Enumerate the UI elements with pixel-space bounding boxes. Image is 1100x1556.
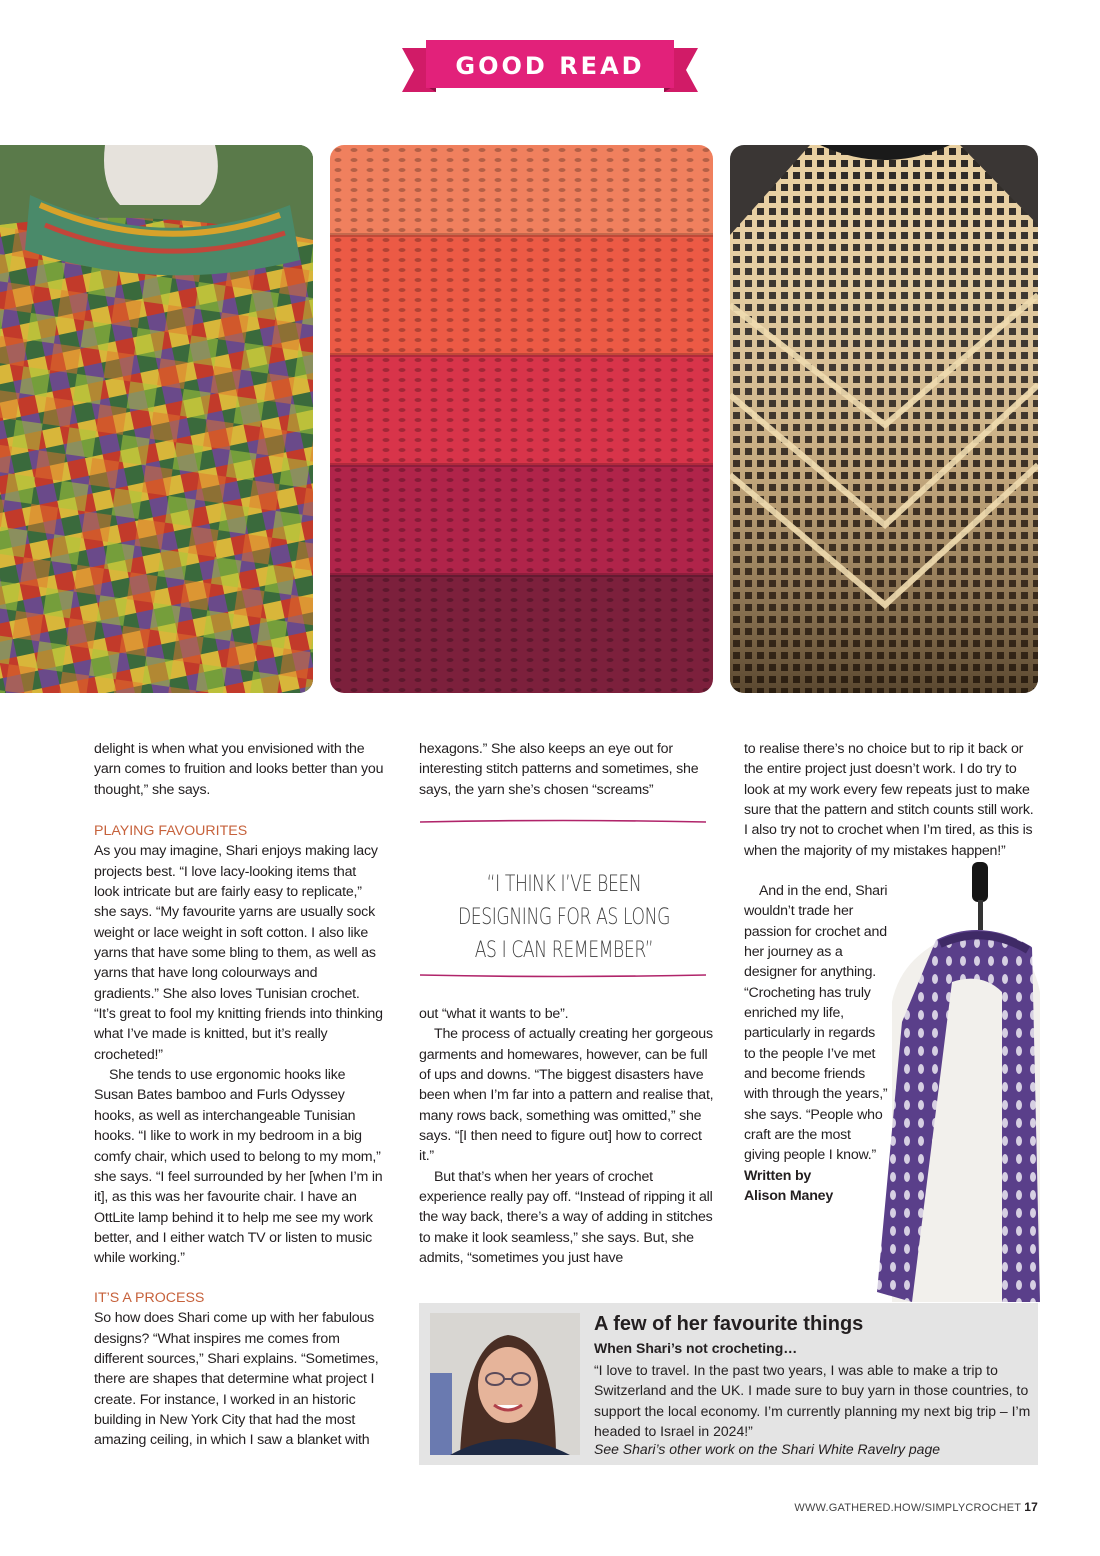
section-title: GOOD READ xyxy=(455,52,645,80)
byline-label: Written by xyxy=(744,1167,812,1184)
good-read-banner xyxy=(402,40,698,100)
paragraph: But that’s when her years of crochet experience really pay off. “Instead of ripping it all the way back, there’s a way of adding in stitches to make it look seamless,” she says. But, she admits, “sometimes you just have xyxy=(419,1168,713,1267)
subheading: PLAYING FAVOURITES xyxy=(94,823,248,839)
pull-quote-bottom-rule xyxy=(420,971,706,979)
byline-author: Alison Maney xyxy=(744,1188,834,1205)
subheading: IT’S A PROCESS xyxy=(94,1290,205,1306)
paragraph: to realise there’s no choice but to rip it back or the entire project just doesn’t work. I do try to look at my work every few repeats just to make sure that the pattern and stitch counts still work. I also try not to crochet when I’m tired, as this is when the majority of my mistakes happen!” xyxy=(744,741,1034,859)
entrelac-sweater-photo xyxy=(0,145,313,693)
pull-quote-top-rule xyxy=(420,818,706,826)
paragraph: delight is when what you envisioned with the yarn comes to fruition and looks better than you thought,” she says. xyxy=(94,741,384,798)
column-1-intro xyxy=(94,739,384,800)
section-playing-favourites xyxy=(94,821,384,1269)
page-footer xyxy=(794,1500,1038,1514)
section-its-a-process xyxy=(94,1288,384,1451)
column-2-top xyxy=(419,739,714,800)
paragraph: As you may imagine, Shari enjoys making lacy projects best. “I love lacy-looking items that look intricate but are fairly easy to replicate,” she says. “My favourite yarns are usually sock weight or lace weight in soft cotton. I also like yarns that have some bling to them, as well as yarns that have long colourways and gradients.” She also loves Tunisian crochet. “It’s great to fool my knitting friends into thinking what I’ve made is knitted, but it’s really crocheted!” xyxy=(94,843,383,1063)
purple-scarf-photo xyxy=(872,862,1040,1302)
footer-url: WWW.GATHERED.HOW/SIMPLYCROCHET xyxy=(794,1502,1021,1514)
column-3-top xyxy=(744,739,1036,861)
pull-quote: “I THINK I’VE BEEN DESIGNING FOR AS LONG AS I CAN REMEMBER” xyxy=(457,872,671,963)
shari-portrait-photo xyxy=(430,1313,580,1455)
page-number: 17 xyxy=(1024,1500,1038,1514)
paragraph: out “what it wants to be”. xyxy=(419,1006,569,1022)
box-quote: “I love to travel. In the past two years, I was able to make a trip to Switzerland and the UK. I made sure to buy yarn in those countries, to support the local economy. I’m currently planning my next big trip – I’m headed to Israel in 2024!” xyxy=(594,1362,1031,1439)
column-3-body xyxy=(744,881,889,1207)
box-subtitle: When Shari’s not crocheting… xyxy=(594,1340,798,1356)
box-ravelry-note: See Shari’s other work on the Shari White Ravelry page xyxy=(594,1441,941,1457)
paragraph: The process of actually creating her gorgeous garments and homewares, however, can be full of ups and downs. “The biggest disasters have been when I’m far into a pattern and realise that, many rows back, something was omitted,” she says. “[I then need to figure out] how to correct it.” xyxy=(419,1026,714,1165)
byline xyxy=(744,1166,889,1207)
box-title: A few of her favourite things xyxy=(594,1313,864,1335)
paragraph: She tends to use ergonomic hooks like Susan Bates bamboo and Furls Odyssey hooks, as well as interchangeable Tunisian hooks. “I like to work in my bedroom in a big comfy chair, which used to belong to my mom,” she says. “I feel surrounded by her [when I’m in it], as this was her favourite chair. I have an OttLite lamp behind it to help me see my work better, and I either watch TV or listen to music while working.” xyxy=(94,1067,383,1267)
paragraph: So how does Shari come up with her fabulous designs? “What inspires me comes from different sources,” Shari explains. “Sometimes, there are shapes that determine what project I create. For instance, I worked in an historic building in New York City that had the most amazing ceiling, in which I saw a blanket with xyxy=(94,1310,379,1449)
paragraph: hexagons.” She also keeps an eye out for interesting stitch patterns and sometimes, she says, the yarn she’s chosen “screams” xyxy=(419,741,699,798)
column-2-body xyxy=(419,1004,714,1268)
lace-poncho-photo xyxy=(730,145,1038,693)
gradient-blanket-photo xyxy=(330,145,713,693)
paragraph: And in the end, Shari wouldn’t trade her passion for crochet and her journey as a designer for anything. “Crocheting has truly enriched my life, particularly in regards to the people I’ve met and become friends with through the years,” she says. “People who craft are the most giving people I know.” xyxy=(744,883,888,1164)
